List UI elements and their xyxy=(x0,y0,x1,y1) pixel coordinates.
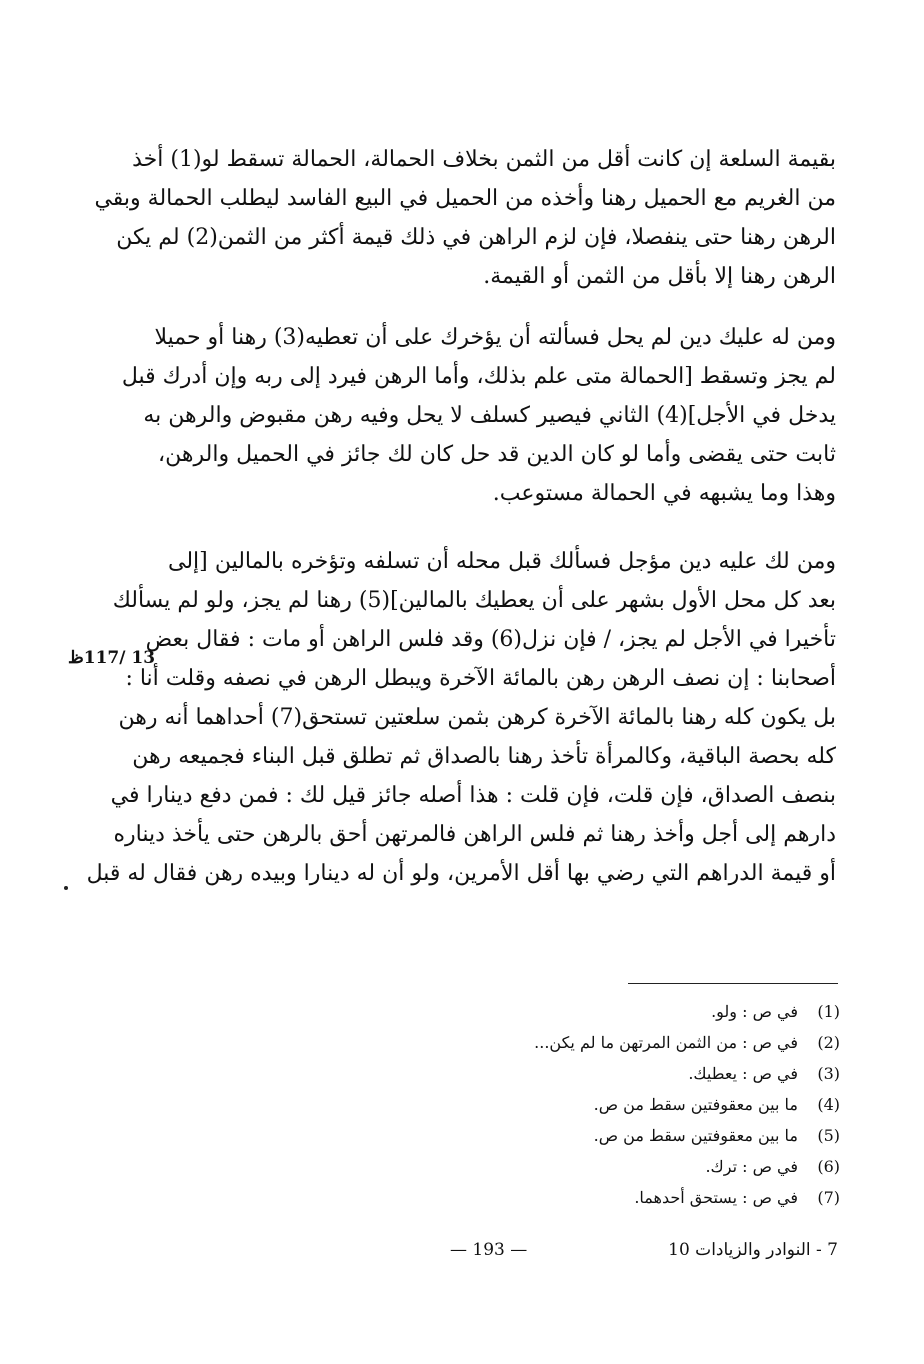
footnote-number: (2) xyxy=(817,1033,840,1052)
text-line: بقيمة السلعة إن كانت أقل من الثمن بخلاف الحمالة، الحمالة تسقط لو(1) أخذ xyxy=(132,147,836,172)
footnote-text: في ص : ترك. xyxy=(705,1157,798,1176)
footnote xyxy=(420,1151,840,1182)
text-line: أو قيمة الدراهم التي رضي بها أقل الأمرين، ولو أن له دينارا وبيده رهن فقال له قبل xyxy=(86,861,836,886)
text-line: بنصف الصداق، فإن قلت، فإن قلت : هذا أصله جائز قيل لك : فمن دفع دينارا في xyxy=(110,783,836,808)
text-line: ومن له عليك دين لم يحل فسألته أن يؤخرك على أن تعطيه(3) رهنا أو حميلا xyxy=(154,325,836,350)
footnote-text: ما بين معقوفتين سقط من ص. xyxy=(593,1126,798,1145)
manuscript-folio-note: 13 /117ظ xyxy=(68,648,156,668)
text-line: تأخيرا في الأجل لم يجز، / فإن نزل(6) وقد فلس الراهن أو مات : فقال بعض xyxy=(145,627,836,652)
paragraph-2 xyxy=(121,318,836,513)
text-line: ثابت حتى يقضى وأما لو كان الدين قد حل كان لك جائز في الحميل والرهن، xyxy=(158,442,836,467)
text-line: بل يكون كله رهنا بالمائة الآخرة كرهن بثمن سلعتين تستحق(7) أحداهما أنه رهن xyxy=(118,705,836,730)
footnote xyxy=(420,1182,840,1213)
footnote xyxy=(420,1027,840,1058)
footnote-text: في ص : يعطيك. xyxy=(688,1064,798,1083)
paragraph-1 xyxy=(94,140,836,296)
text-line: دارهم إلى أجل وأخذ رهنا ثم فلس الراهن فالمرتهن أحق بالرهن حتى يأخذ ديناره xyxy=(113,822,836,847)
text-line: الرهن رهنا إلا بأقل من الثمن أو القيمة. xyxy=(483,264,836,289)
footnote xyxy=(420,1120,840,1151)
footnote-text: في ص : يستحق أحدهما. xyxy=(634,1188,798,1207)
footnote-number: (4) xyxy=(817,1095,840,1114)
text-line: الرهن رهنا حتى ينفصلا، فإن لزم الراهن في ذلك قيمة أكثر من الثمن(2) لم يكن xyxy=(116,225,836,250)
footnote xyxy=(420,1058,840,1089)
text-line: بعد كل محل الأول بشهر على أن يعطيك بالمالين](5) رهنا لم يجز، ولو لم يسألك xyxy=(112,588,836,613)
footnote-text: في ص : ولو. xyxy=(711,1002,798,1021)
footnote-text: في ص : من الثمن المرتهن ما لم يكن... xyxy=(534,1033,798,1052)
text-line: من الغريم مع الحميل رهنا وأخذه من الحميل في البيع الفاسد ليطلب الحمالة وبقي xyxy=(94,186,836,211)
footnote-separator xyxy=(628,983,838,984)
text-line: كله بحصة الباقية، وكالمرأة تأخذ رهنا بالصداق ثم تطلق قبل البناء فجميعه رهن xyxy=(132,744,836,769)
footnote-number: (3) xyxy=(817,1064,840,1083)
footnote-number: (7) xyxy=(817,1188,840,1207)
footnote xyxy=(420,1089,840,1120)
text-line: لم يجز وتسقط [الحمالة متى علم بذلك، وأما الرهن فيرد إلى ربه وإن أدرك قبل xyxy=(121,364,836,389)
footnote-number: (6) xyxy=(817,1157,840,1176)
page-number: — 193 — xyxy=(450,1240,528,1260)
book-signature: 7 - النوادر والزيادات 10 xyxy=(668,1240,838,1260)
text-line: ومن لك عليه دين مؤجل فسألك قبل محله أن تسلفه وتؤخره بالمالين [إلى xyxy=(168,549,836,574)
footnote-text: ما بين معقوفتين سقط من ص. xyxy=(593,1095,798,1114)
footnotes xyxy=(420,996,840,1213)
text-line: يدخل في الأجل](4) الثاني فيصير كسلف لا يحل وفيه رهن مقبوض والرهن به xyxy=(143,403,836,428)
footnote xyxy=(420,996,840,1027)
text-line: وهذا وما يشبهه في الحمالة مستوعب. xyxy=(492,481,836,506)
footnote-number: (5) xyxy=(817,1126,840,1145)
margin-dot xyxy=(64,886,68,890)
text-line: أصحابنا : إن نصف الرهن رهن بالمائة الآخرة ويبطل الرهن في نصفه وقلت أنا : xyxy=(125,666,836,691)
footnote-number: (1) xyxy=(817,1002,840,1021)
